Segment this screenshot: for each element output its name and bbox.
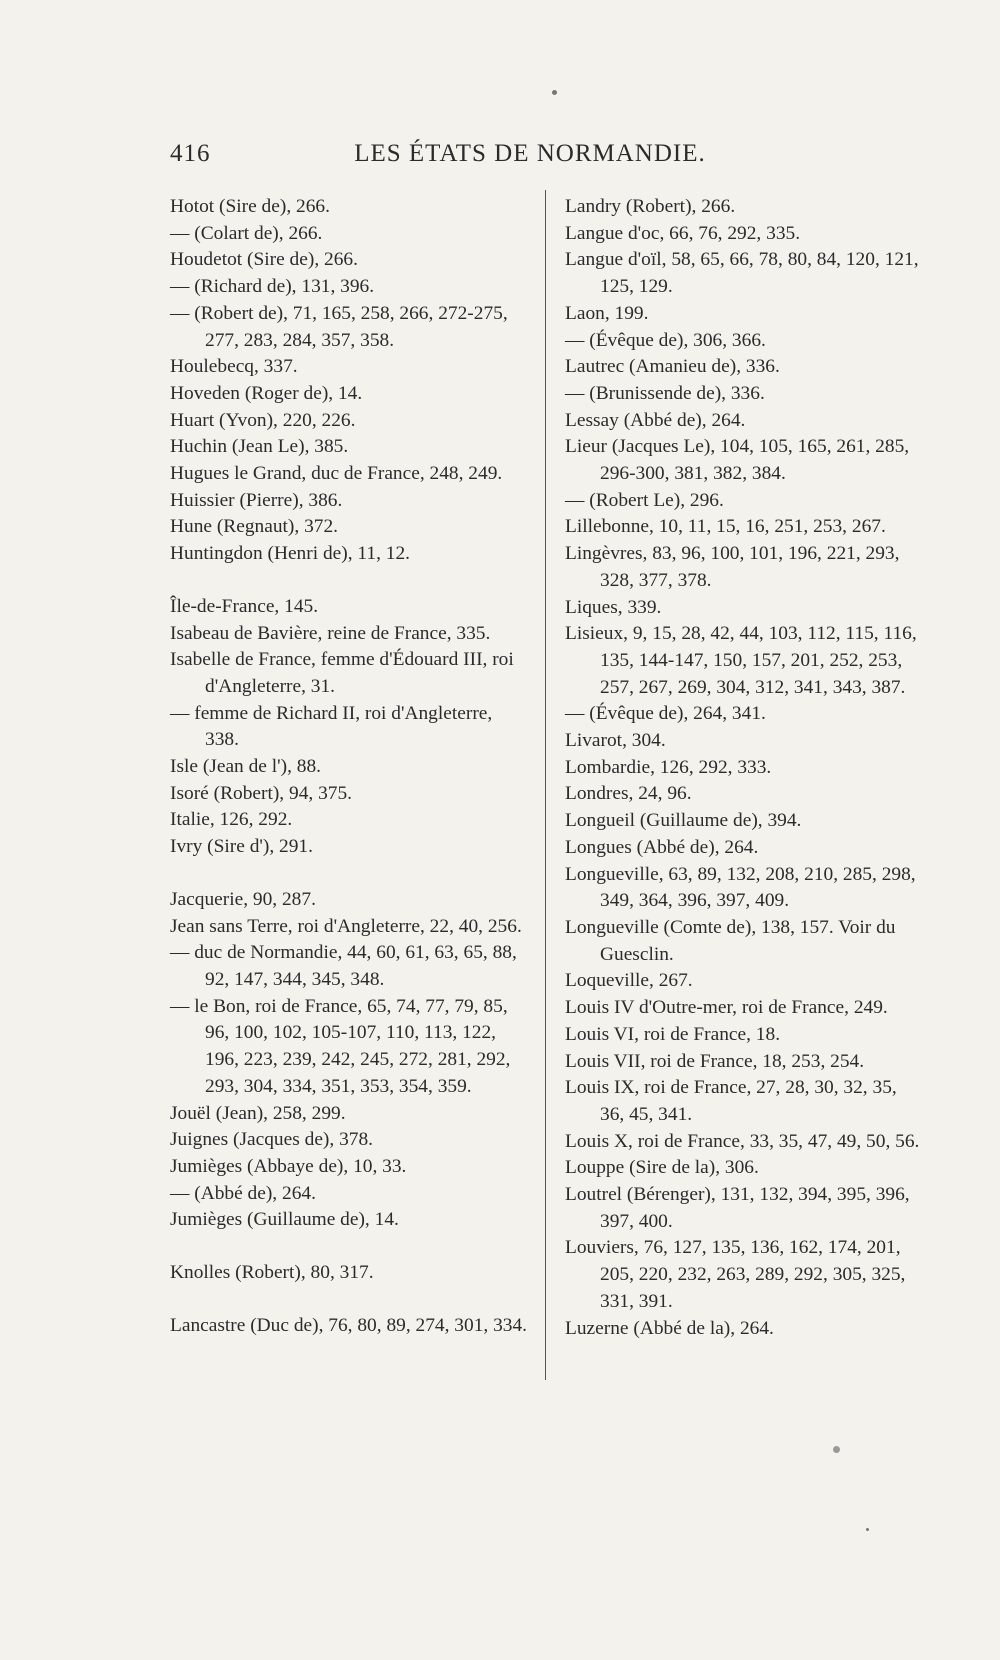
- index-entry: Louis IX, roi de France, 27, 28, 30, 32, 35, 36, 45, 341.: [565, 1077, 897, 1125]
- index-entry: Hotot (Sire de), 266.: [170, 196, 330, 217]
- column-divider: [545, 190, 546, 1380]
- index-entry: Lingèvres, 83, 96, 100, 101, 196, 221, 293, 328, 377, 378.: [565, 543, 900, 591]
- paper-speck: [552, 90, 557, 95]
- index-entry: Louviers, 76, 127, 135, 136, 162, 174, 201, 205, 220, 232, 263, 289, 292, 305, 325, 331, 391.: [565, 1237, 906, 1312]
- index-entry: Langue d'oïl, 58, 65, 66, 78, 80, 84, 120, 121, 125, 129.: [565, 249, 919, 298]
- index-entry: Juignes (Jacques de), 378.: [170, 1129, 374, 1151]
- index-entry: Longues (Abbé de), 264.: [565, 836, 759, 858]
- index-entry: Longueville (Comte de), 138, 157. Voir du Guesclin.: [565, 916, 896, 965]
- index-entry: Langue d'oc, 66, 76, 292, 335.: [565, 222, 801, 244]
- index-column-left: [170, 194, 530, 1339]
- index-entry: Longueville, 63, 89, 132, 208, 210, 285, 298, 349, 364, 396, 397, 409.: [565, 863, 916, 912]
- index-column-right: [565, 194, 920, 1342]
- index-entry: Houlebecq, 337.: [170, 356, 298, 378]
- index-entry: Huntingdon (Henri de), 11, 12.: [170, 543, 411, 565]
- index-entry: Jouël (Jean), 258, 299.: [170, 1102, 346, 1124]
- index-entry: — le Bon, roi de France, 65, 74, 77, 79, 85, 96, 100, 102, 105-107, 110, 113, 122, 196, 223, 239, 242, 245, 272, 281, 292, 293, 304, 334, 351, 353, 354, 359.: [170, 995, 511, 1097]
- index-entry: Jumièges (Abbaye de), 10, 33.: [170, 1155, 407, 1177]
- index-entry: Hune (Regnaut), 372.: [170, 516, 339, 538]
- index-entry: Ivry (Sire d'), 291.: [170, 836, 313, 858]
- index-entry: Italie, 126, 292.: [170, 809, 293, 831]
- section-gap: [170, 568, 530, 594]
- index-entry: — (Évêque de), 306, 366.: [565, 329, 766, 351]
- index-entry: Livarot, 304.: [565, 730, 666, 752]
- index-entry: Huchin (Jean Le), 385.: [170, 436, 349, 458]
- index-entry: Lessay (Abbé de), 264.: [565, 409, 746, 431]
- index-entry: Longueil (Guillaume de), 394.: [565, 810, 802, 832]
- paper-speck: [866, 1528, 869, 1531]
- index-entry: Louis VII, roi de France, 18, 253, 254.: [565, 1050, 865, 1072]
- index-entry: Lisieux, 9, 15, 28, 42, 44, 103, 112, 115, 116, 135, 144-147, 150, 157, 201, 252, 253, 257, 267, 269, 304, 312, 341, 343, 387.: [565, 623, 917, 698]
- index-entry: Luzerne (Abbé de la), 264.: [565, 1317, 774, 1339]
- index-entry: Knolles (Robert), 80, 317.: [170, 1262, 374, 1284]
- index-entry: Isabeau de Bavière, reine de France, 335.: [170, 622, 491, 644]
- section-gap: [170, 861, 530, 887]
- index-entry: Lombardie, 126, 292, 333.: [565, 756, 772, 778]
- index-entry: — (Colart de), 266.: [170, 222, 323, 244]
- index-entry: Louis X, roi de France, 33, 35, 47, 49, 50, 56.: [565, 1130, 920, 1152]
- index-entry: Île-de-France, 145.: [170, 595, 319, 617]
- index-entry: Huart (Yvon), 220, 226.: [170, 409, 356, 431]
- index-entry: — (Robert de), 71, 165, 258, 266, 272-275, 277, 283, 284, 357, 358.: [170, 302, 508, 351]
- index-entry: Huissier (Pierre), 386.: [170, 489, 343, 511]
- index-entry: Londres, 24, 96.: [565, 783, 692, 805]
- index-entry: Jean sans Terre, roi d'Angleterre, 22, 40, 256.: [170, 915, 522, 937]
- index-entry: Isabelle de France, femme d'Édouard III, roi d'Angleterre, 31.: [170, 649, 514, 697]
- index-entry: Hugues le Grand, duc de France, 248, 249.: [170, 463, 503, 485]
- index-entry: Hoveden (Roger de), 14.: [170, 382, 363, 404]
- index-entry: Loutrel (Bérenger), 131, 132, 394, 395, 396, 397, 400.: [565, 1184, 910, 1232]
- section-gap: [170, 1234, 530, 1260]
- index-entry: — (Robert Le), 296.: [565, 489, 724, 511]
- index-entry: Isoré (Robert), 94, 375.: [170, 782, 353, 804]
- index-entry: Houdetot (Sire de), 266.: [170, 249, 358, 271]
- paper-speck: [833, 1446, 840, 1453]
- page-number: 416: [170, 140, 211, 167]
- section-gap: [170, 1287, 530, 1313]
- index-entry: Isle (Jean de l'), 88.: [170, 756, 322, 778]
- index-entry: Laon, 199.: [565, 302, 649, 324]
- index-entry: — duc de Normandie, 44, 60, 61, 63, 65, 88, 92, 147, 344, 345, 348.: [170, 942, 517, 990]
- index-entry: Lieur (Jacques Le), 104, 105, 165, 261, 285, 296-300, 381, 382, 384.: [565, 436, 910, 485]
- index-entry: Lautrec (Amanieu de), 336.: [565, 356, 780, 378]
- index-entry: — (Brunissende de), 336.: [565, 382, 765, 404]
- index-entry: — (Abbé de), 264.: [170, 1182, 316, 1204]
- index-entry: — femme de Richard II, roi d'Angleterre, 338.: [170, 702, 493, 751]
- index-entry: Louis IV d'Outre-mer, roi de France, 249.: [565, 997, 888, 1019]
- index-entry: Lancastre (Duc de), 76, 80, 89, 274, 301, 334.: [170, 1314, 528, 1336]
- index-entry: Liques, 339.: [565, 596, 662, 618]
- index-entry: — (Richard de), 131, 396.: [170, 276, 375, 298]
- index-entry: Louis VI, roi de France, 18.: [565, 1023, 781, 1045]
- index-entry: Jacquerie, 90, 287.: [170, 888, 316, 910]
- index-entry: Landry (Robert), 266.: [565, 196, 736, 217]
- index-entry: Loqueville, 267.: [565, 970, 693, 992]
- index-entry: Louppe (Sire de la), 306.: [565, 1157, 759, 1179]
- index-entry: Jumièges (Guillaume de), 14.: [170, 1209, 399, 1231]
- index-entry: — (Évêque de), 264, 341.: [565, 703, 766, 725]
- index-entry: Lillebonne, 10, 11, 15, 16, 251, 253, 267.: [565, 516, 886, 538]
- running-head: LES ÉTATS DE NORMANDIE.: [354, 140, 706, 167]
